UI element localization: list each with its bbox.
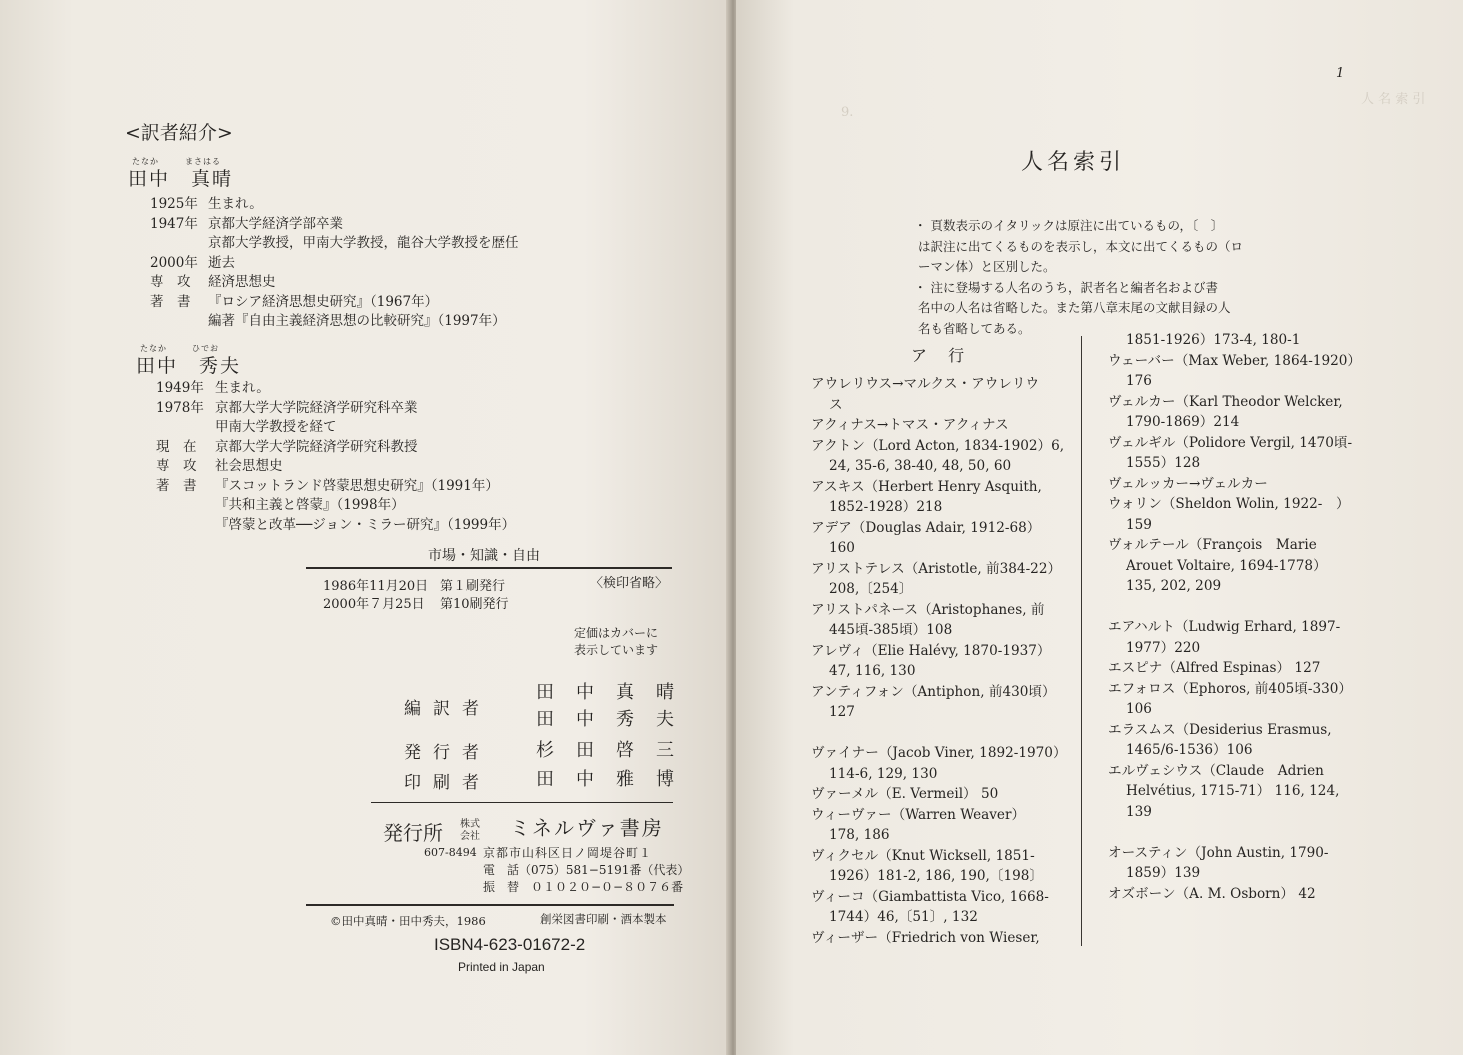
- index-entry: エフォロス（Ephoros, 前405頃-330）: [1108, 680, 1353, 697]
- index-entry: アスキス（Herbert Henry Asquith,: [811, 478, 1042, 495]
- index-entry: 135, 202, 209: [1126, 578, 1222, 594]
- imprint-bottom-rule: [306, 904, 674, 906]
- index-entry: Helvétius, 1715-71） 116, 124,: [1126, 783, 1340, 799]
- price-note-1: 定価はカバーに: [574, 626, 659, 640]
- index-entry: アレヴィ（Elie Halévy, 1870-1937）: [811, 642, 1051, 659]
- edition1-label: 第１刷発行: [440, 579, 506, 594]
- bio-label: 現 在: [156, 438, 197, 455]
- right-page: [736, 0, 1463, 1055]
- printer-label: 印刷者: [404, 773, 491, 793]
- index-entry: エルヴェシウス（Claude Adrien: [1108, 762, 1324, 779]
- bleedthrough-2: 人 名 索 引: [1361, 92, 1426, 107]
- index-entry: 1790-1869）214: [1126, 414, 1240, 430]
- bio-text: 生まれ。: [208, 196, 263, 212]
- ruby-family-2: たなか: [140, 344, 167, 353]
- index-entry: 445頃-385頃）108: [829, 622, 953, 638]
- translator-name-2: 田中 秀夫: [136, 355, 242, 377]
- index-entry: ウォリン（Sheldon Wolin, 1922- ）: [1108, 496, 1350, 512]
- page-number: 1: [1336, 66, 1345, 81]
- edition1-date: 1986年11月20日: [323, 579, 429, 594]
- edition2-date: 2000年７月25日: [323, 597, 425, 612]
- bleedthrough-1: 9.: [841, 105, 854, 120]
- postal-code: 607-8494: [424, 846, 477, 859]
- bio-label: 1949年: [156, 380, 204, 396]
- index-entry: アンティフォン（Antiphon, 前430頃）: [811, 683, 1056, 700]
- bio-text: 編著『自由主義経済思想の比較研究』（1997年）: [208, 313, 506, 329]
- bio-text: 甲南大学教授を経て: [215, 419, 337, 435]
- translators-label: 編訳者: [404, 699, 491, 719]
- index-entry: Arouet Voltaire, 1694-1778）: [1126, 557, 1327, 574]
- index-entry: 208,〔254〕: [829, 581, 913, 597]
- index-entry: アデア（Douglas Adair, 1912-68）: [811, 519, 1041, 536]
- index-entry: ヴェルギル（Polidore Vergil, 1470頃-: [1108, 434, 1353, 451]
- index-entry: アウレリウス→マルクス・アウレリウ: [811, 376, 1040, 392]
- publisher-name: ミネルヴァ書房: [510, 816, 664, 840]
- publisher-label: 発行所: [383, 821, 443, 845]
- bio-text: 京都大学経済学部卒業: [208, 215, 343, 232]
- bio-text: 逝去: [208, 254, 235, 271]
- section-a-gyo: ア 行: [911, 346, 973, 365]
- index-entry: 159: [1126, 516, 1152, 533]
- index-entry: 1859）139: [1126, 865, 1201, 881]
- publisher-person: 杉田啓三: [536, 740, 696, 761]
- index-entry: アクトン（Lord Acton, 1834-1902）6,: [811, 437, 1065, 454]
- index-entry: ウィーヴァー（Warren Weaver）: [811, 806, 1026, 823]
- index-entry: ヴィーコ（Giambattista Vico, 1668-: [811, 888, 1049, 905]
- bio-label: 2000年: [150, 254, 198, 271]
- index-entry: 114-6, 129, 130: [829, 765, 938, 782]
- bio-text: 『啓蒙と改革──ジョン・ミラー研究』（1999年）: [215, 516, 516, 533]
- bio-text: 京都大学大学院経済学研究科卒業: [215, 399, 418, 416]
- index-entry: ウェーバー（Max Weber, 1864-1920）: [1108, 352, 1362, 369]
- bio-text: 『ロシア経済思想史研究』（1967年）: [208, 293, 439, 310]
- index-entry: ヴェルッカー→ヴェルカー: [1108, 475, 1268, 492]
- index-entry: 1744）46,〔51〕, 132: [829, 909, 978, 925]
- bio-text: 『スコットランド啓蒙思想史研究』（1991年）: [215, 477, 499, 494]
- index-entry: ヴァイナー（Jacob Viner, 1892-1970）: [811, 745, 1067, 761]
- index-entry: 160: [829, 540, 855, 556]
- index-entry: 178, 186: [829, 827, 890, 843]
- edition2-label: 第10刷発行: [440, 597, 509, 612]
- book-title: 市場・知識・自由: [428, 548, 540, 564]
- note-line: ・ 注に登場する人名のうち，訳者名と編者名および書: [914, 279, 1218, 295]
- printing-credit: 創栄図書印刷・酒本製本: [540, 912, 667, 926]
- index-entry: ヴィーザー（Friedrich von Wieser,: [811, 929, 1040, 946]
- index-title: 人名索引: [1021, 150, 1126, 175]
- index-entry: 1977）220: [1126, 639, 1201, 656]
- bio-text: 『共和主義と啓蒙』（1998年）: [215, 497, 405, 513]
- translator-credit-2: 田中秀夫: [536, 709, 696, 730]
- ruby-family-1: たなか: [132, 157, 159, 166]
- column-divider: [1081, 336, 1082, 946]
- index-entry: 1851-1926）173-4, 180-1: [1126, 332, 1301, 348]
- imprint-mid-rule: [371, 802, 673, 803]
- index-entry: アリストテレス（Aristotle, 前384-22）: [811, 560, 1062, 577]
- seal-omitted: 〈検印省略〉: [590, 576, 669, 591]
- index-entry: 1555）128: [1126, 455, 1201, 471]
- index-entry: 106: [1126, 701, 1152, 717]
- index-entry: 1852-1928）218: [829, 499, 943, 515]
- index-entry: エラスムス（Desiderius Erasmus,: [1108, 721, 1332, 738]
- index-entry: 1465/6-1536）106: [1126, 742, 1253, 758]
- ruby-given-2: ひでお: [192, 344, 219, 353]
- bio-label: 1947年: [150, 215, 198, 232]
- index-entry: 139: [1126, 803, 1152, 820]
- note-line: 名中の人名は省略した。また第八章末尾の文献目録の人: [918, 300, 1231, 315]
- index-entry: ヴァーメル（E. Vermeil） 50: [811, 786, 999, 802]
- index-entry: 127: [829, 704, 855, 720]
- translator-credit-1: 田中真晴: [536, 682, 696, 703]
- bio-text: 京都大学大学院経済学研究科教授: [215, 438, 418, 455]
- translator-intro-heading: <訳者紹介>: [125, 122, 233, 144]
- note-line: は訳注に出てくるものを表示し，本文に出てくるもの（ロ: [918, 238, 1244, 254]
- index-entry: オースティン（John Austin, 1790-: [1108, 844, 1329, 861]
- bio-text: 京都大学教授，甲南大学教授，龍谷大学教授を歴任: [208, 235, 519, 251]
- index-entry: アクィナス→トマス・アクィナス: [811, 417, 1009, 433]
- index-entry: オズボーン（A. M. Osborn） 42: [1108, 885, 1316, 902]
- bio-label: 1925年: [150, 196, 198, 212]
- left-page: [0, 0, 730, 1055]
- printed-in: Printed in Japan: [458, 960, 545, 974]
- bio-label: 専 攻: [156, 458, 197, 474]
- index-entry: 47, 116, 130: [829, 663, 916, 679]
- index-entry: ス: [829, 396, 843, 413]
- index-entry: 1926）181-2, 186, 190,〔198〕: [829, 868, 1044, 884]
- bio-text: 生まれ。: [215, 380, 270, 396]
- ruby-given-1: まさはる: [185, 157, 221, 166]
- publisher-address: 京都市山科区日ノ岡堤谷町１: [483, 846, 653, 860]
- imprint-top-rule: [306, 567, 672, 569]
- note-line: 名も省略してある。: [918, 320, 1031, 336]
- copyright: ©田中真晴・田中秀夫，1986: [330, 914, 486, 928]
- bio-label: 著 書: [156, 477, 197, 494]
- bio-text: 経済思想史: [208, 274, 276, 290]
- bio-label: 1978年: [156, 399, 204, 416]
- index-entry: エスピナ（Alfred Espinas） 127: [1108, 660, 1321, 676]
- index-entry: 24, 35-6, 38-40, 48, 50, 60: [829, 458, 1012, 474]
- note-line: ・ 頁数表示のイタリックは原注に出ているもの，〔 〕: [914, 218, 1224, 233]
- index-entry: ヴィクセル（Knut Wicksell, 1851-: [811, 847, 1035, 864]
- index-entry: ヴォルテール（François Marie: [1108, 537, 1317, 553]
- note-line: ーマン体）と区別した。: [918, 259, 1056, 274]
- bio-text: 社会思想史: [215, 458, 283, 474]
- publisher-transfer: 振 替 ０１０２０−０−８０７６番: [483, 880, 684, 894]
- index-entry: エアハルト（Ludwig Erhard, 1897-: [1108, 619, 1341, 635]
- kabushiki-2: 会社: [460, 831, 480, 842]
- publisher-phone: 電 話（075）581−5191番（代表）: [483, 863, 690, 877]
- bio-label: 著 書: [150, 293, 191, 310]
- bio-label: 専 攻: [150, 274, 191, 290]
- printer-name: 田中雅博: [536, 769, 696, 790]
- price-note-2: 表示しています: [574, 643, 659, 657]
- translator-name-1: 田中 真晴: [128, 168, 234, 190]
- publisher-person-label: 発行者: [404, 743, 491, 763]
- index-entry: アリストパネース（Aristophanes, 前: [811, 601, 1045, 618]
- isbn: ISBN4-623-01672-2: [434, 935, 586, 954]
- index-entry: 176: [1126, 373, 1152, 389]
- index-entry: ヴェルカー（Karl Theodor Welcker,: [1108, 393, 1343, 410]
- kabushiki-1: 株式: [460, 819, 480, 830]
